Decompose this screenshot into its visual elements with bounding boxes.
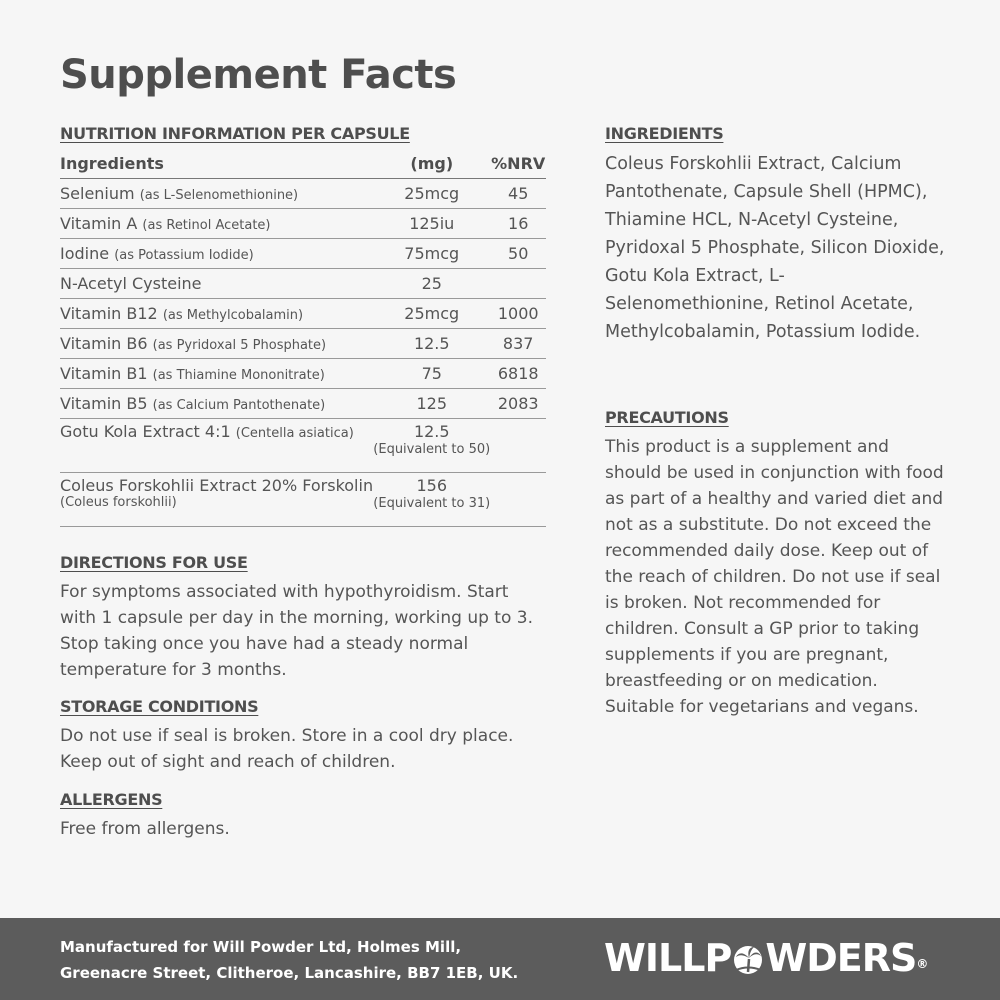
ingredient-cell — [60, 473, 373, 527]
ingredient-source: (Coleus forskohlii) — [60, 495, 177, 510]
table-row — [60, 389, 546, 419]
mg-cell: 125 — [373, 389, 490, 419]
nrv-cell: 1000 — [490, 299, 546, 329]
ingredient-source: (Centella asiatica) — [235, 426, 354, 441]
willpowders-logo — [604, 938, 927, 978]
equivalent-note: (Equivalent to 50) — [373, 442, 491, 457]
palm-tree-icon — [731, 941, 765, 975]
ingredients-heading: INGREDIENTS — [605, 124, 724, 143]
nrv-cell: 45 — [490, 179, 546, 209]
manufacturer-address — [60, 934, 518, 986]
ingredient-name: Vitamin B6 — [60, 334, 148, 353]
mg-cell: 75mcg — [373, 239, 490, 269]
ingredient-name: Vitamin A — [60, 214, 138, 233]
table-row — [60, 179, 546, 209]
storage-text: Do not use if seal is broken. Store in a cool dry place. Keep out of sight and reach of children. — [60, 726, 514, 772]
mg-cell: 12.5 — [373, 329, 490, 359]
ingredient-cell — [60, 299, 373, 329]
ingredients-section — [605, 124, 945, 346]
footer-bar — [0, 918, 1000, 1000]
ingredient-name: Selenium — [60, 184, 135, 203]
table-row — [60, 209, 546, 239]
ingredient-source: (as Methylcobalamin) — [162, 308, 304, 323]
precautions-heading: PRECAUTIONS — [605, 408, 729, 427]
ingredient-name: Vitamin B1 — [60, 364, 148, 383]
allergens-section — [60, 790, 540, 842]
mg-cell: 75 — [373, 359, 490, 389]
ingredient-cell — [60, 269, 373, 299]
nrv-cell — [490, 269, 546, 299]
nutrition-table — [60, 148, 546, 527]
table-row — [60, 329, 546, 359]
ingredient-name: Vitamin B5 — [60, 394, 148, 413]
ingredient-source: (as Calcium Pantothenate) — [152, 398, 326, 413]
col-ingredients-header: Ingredients — [60, 148, 373, 179]
nrv-cell: 16 — [490, 209, 546, 239]
precautions-text: This product is a supplement and should be used in conjunction with food as part of a healthy and varied diet and not as a substitute. Do not exceed the recommended daily dose. Keep out of the reach of children. Do not use if seal is broken. Not recommended for children. Consult a GP prior to taking supplements if you are pregnant, breastfeeding or on medication. Suitable for vegetarians and vegans. — [605, 437, 944, 717]
directions-section — [60, 553, 540, 683]
equivalent-note: (Equivalent to 31) — [373, 496, 491, 511]
nrv-cell: 50 — [490, 239, 546, 269]
storage-section — [60, 697, 540, 775]
ingredient-name: Coleus Forskohlii Extract 20% Forskolin — [60, 476, 374, 495]
ingredient-name: Iodine — [60, 244, 110, 263]
nrv-cell — [490, 419, 546, 473]
ingredient-source: (as Thiamine Mononitrate) — [152, 368, 325, 383]
nutrition-heading: NUTRITION INFORMATION PER CAPSULE — [60, 124, 410, 143]
ingredient-cell — [60, 239, 373, 269]
ingredient-source: (as Retinol Acetate) — [142, 218, 271, 233]
ingredient-cell — [60, 329, 373, 359]
nutrition-header-row — [60, 148, 546, 179]
ingredient-cell — [60, 359, 373, 389]
table-row — [60, 473, 546, 527]
logo-text-left: WILLP — [604, 936, 732, 980]
directions-heading: DIRECTIONS FOR USE — [60, 553, 248, 572]
table-row — [60, 269, 546, 299]
table-row — [60, 299, 546, 329]
mg-cell: 125iu — [373, 209, 490, 239]
registered-mark: ® — [916, 957, 928, 971]
mg-cell: 25 — [373, 269, 490, 299]
storage-heading: STORAGE CONDITIONS — [60, 697, 259, 716]
ingredient-cell — [60, 389, 373, 419]
address-line-2: Greenacre Street, Clitheroe, Lancashire, BB7 1EB, UK. — [60, 964, 519, 982]
mg-cell — [373, 419, 490, 473]
ingredient-source: (as L-Selenomethionine) — [139, 188, 299, 203]
address-line-1: Manufactured for Will Powder Ltd, Holmes Mill, — [60, 938, 462, 956]
mg-cell — [373, 473, 490, 527]
col-nrv-header: %NRV — [490, 148, 546, 179]
ingredient-name: N-Acetyl Cysteine — [60, 274, 202, 293]
ingredient-source: (as Pyridoxal 5 Phosphate) — [152, 338, 327, 353]
table-row — [60, 359, 546, 389]
col-mg-header: (mg) — [373, 148, 490, 179]
nrv-cell: 837 — [490, 329, 546, 359]
ingredients-text: Coleus Forskohlii Extract, Calcium Pantothenate, Capsule Shell (HPMC), Thiamine HCL, N-Acetyl Cysteine, Pyridoxal 5 Phosphate, Silicon Dioxide, Gotu Kola Extract, L-Selenomethionine, Retinol Acetate, Methylcobalamin, Potassium Iodide. — [605, 154, 945, 342]
allergens-text: Free from allergens. — [60, 819, 230, 839]
logo-text-right: WDERS — [765, 936, 917, 980]
directions-text: For symptoms associated with hypothyroidism. Start with 1 capsule per day in the morning, working up to 3. Stop taking once you have had a steady normal temperature for 3 months. — [60, 582, 533, 680]
nutrition-section — [60, 124, 546, 527]
mg-cell: 25mcg — [373, 179, 490, 209]
table-row — [60, 419, 546, 473]
nrv-cell: 6818 — [490, 359, 546, 389]
nrv-cell — [490, 473, 546, 527]
ingredient-name: Vitamin B12 — [60, 304, 158, 323]
mg-value: 12.5 — [413, 422, 450, 441]
ingredient-cell — [60, 209, 373, 239]
nrv-cell: 2083 — [490, 389, 546, 419]
ingredient-source: (as Potassium Iodide) — [114, 248, 254, 263]
allergens-heading: ALLERGENS — [60, 790, 163, 809]
page-title: Supplement Facts — [60, 52, 457, 98]
mg-cell: 25mcg — [373, 299, 490, 329]
ingredient-cell — [60, 179, 373, 209]
ingredient-name: Gotu Kola Extract 4:1 — [60, 422, 231, 441]
precautions-section — [605, 408, 945, 720]
mg-value: 156 — [416, 476, 448, 495]
table-row — [60, 239, 546, 269]
ingredient-cell — [60, 419, 373, 473]
